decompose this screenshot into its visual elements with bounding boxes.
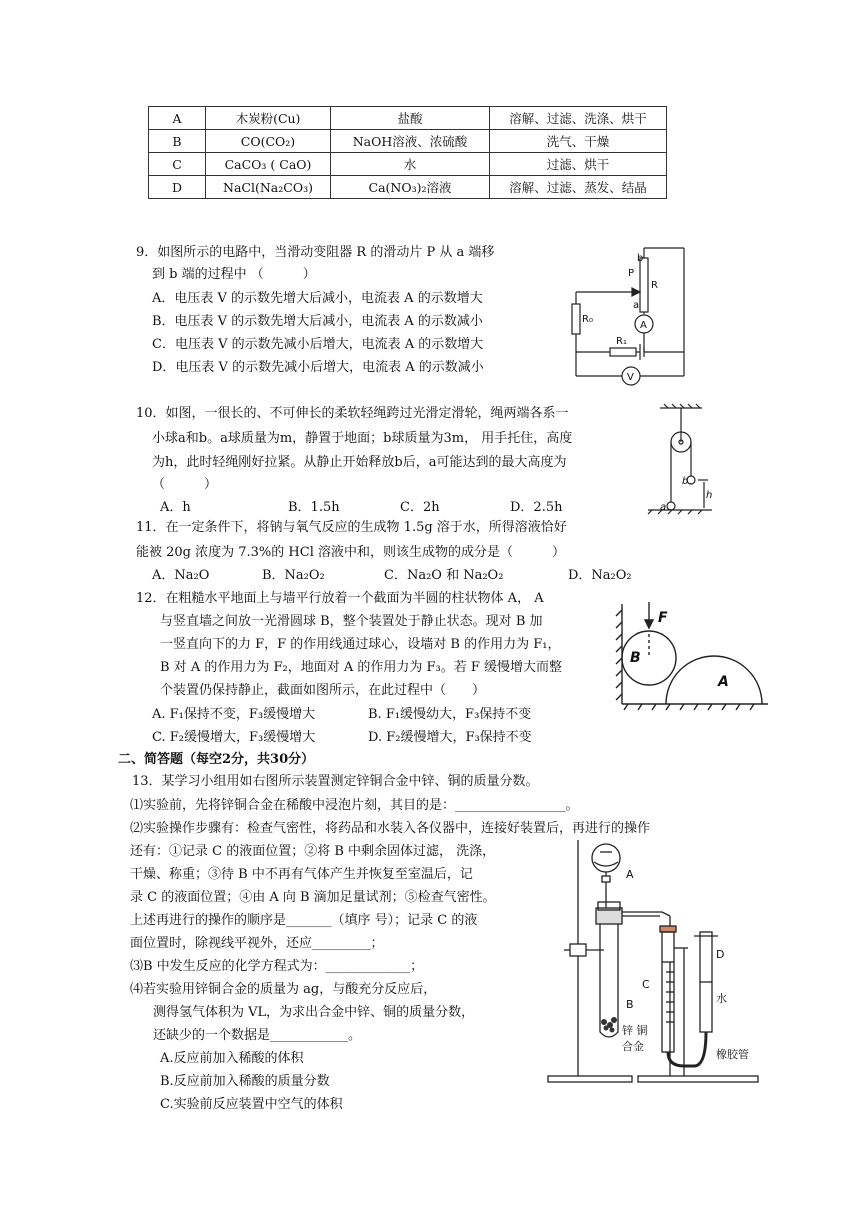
label-b: B	[630, 650, 641, 666]
label-r0: R₀	[582, 314, 593, 325]
pulley-diagram	[640, 402, 720, 516]
question-text: 到 b 端的过程中 （ ）	[152, 267, 316, 282]
label-b: b	[682, 476, 689, 487]
table-row	[149, 153, 667, 176]
label-a: A	[626, 868, 634, 881]
ammeter-icon: A	[640, 320, 647, 331]
option-d: D. F₂缓慢增大，F₃保持不变	[368, 730, 532, 745]
question-text: 一竖直向下的力 F，F 的作用线通过球心，设墙对 B 的作用力为 F₁，	[160, 637, 561, 652]
option-b: B．1.5h	[288, 500, 340, 515]
option-d: D．2.5h	[510, 500, 563, 515]
apparatus-diagram	[544, 832, 764, 1086]
label-r1: R₁	[616, 336, 627, 347]
question-text: 11．在一定条件下，将钠与氧气反应的生成物 1.5g 溶于水，所得溶液恰好	[136, 520, 567, 535]
table-cell: 水	[331, 153, 490, 176]
label-r: R	[651, 280, 658, 291]
question-text: 还有：①记录 C 的液面位置；②将 B 中剩余固体过滤， 洗涤，	[130, 844, 496, 859]
table-cell: 过滤、烘干	[490, 153, 667, 176]
label-alloy: 锌 铜	[622, 1024, 648, 1037]
question-text: 10．如图，一很长的、不可伸长的柔软轻绳跨过光滑定滑轮，绳两端各系一	[136, 406, 569, 421]
option-d: D．Na₂O₂	[568, 568, 632, 583]
question-text: 为h，此时轻绳刚好拉紧。从静止开始释放b后，a可能达到的最大高度为	[152, 455, 567, 470]
option-c: C.实验前反应装置中空气的体积	[160, 1097, 343, 1112]
table-cell: 溶解、过滤、洗涤、烘干	[490, 107, 667, 130]
label-b: b	[637, 253, 644, 264]
table-cell: A	[149, 107, 206, 130]
section-title: 二、简答题（每空2分，共30分）	[118, 752, 315, 767]
question-text: 干燥、称重；③待 B 中不再有气体产生并恢复至室温后，记	[130, 867, 473, 882]
option-b: B. F₁缓慢幼大，F₃保持不变	[368, 707, 532, 722]
options-table	[148, 106, 667, 199]
question-text: 12．在粗糙水平地面上与墙平行放着一个截面为半圆的柱状物体 A， A	[136, 591, 544, 606]
table-row	[149, 130, 667, 153]
question-text: 13．某学习小组用如右图所示装置测定锌铜合金中锌、铜的质量分数。	[132, 774, 539, 789]
table-cell: CaCO₃ ( CaO)	[206, 153, 331, 176]
table-cell: Ca(NO₃)₂溶液	[331, 176, 490, 199]
option-b: B．电压表 V 的示数先增大后减小，电流表 A 的示数减小	[152, 314, 483, 329]
circuit-diagram	[560, 246, 700, 386]
question-text: ⑴实验前，先将锌铜合金在稀酸中浸泡片刻，其目的是：_________________。	[130, 798, 579, 813]
option-c: C．电压表 V 的示数先减小后增大，电流表 A 的示数增大	[152, 337, 484, 352]
label-h: h	[706, 490, 713, 501]
label-p: P	[628, 268, 635, 279]
table-cell: B	[149, 130, 206, 153]
sphere-wall-diagram	[614, 600, 770, 712]
label-d: D	[716, 948, 725, 961]
option-a: A．Na₂O	[152, 568, 210, 583]
label-rubber-tube: 橡胶管	[716, 1048, 749, 1061]
table-cell: 盐酸	[331, 107, 490, 130]
question-text: 9．如图所示的电路中，当滑动变阻器 R 的滑动片 P 从 a 端移	[136, 245, 495, 260]
question-text: （ ）	[152, 477, 218, 492]
option-c: C. F₂缓慢增大，F₃缓慢增大	[152, 730, 316, 745]
table-cell: 洗气、干燥	[490, 130, 667, 153]
label-c: C	[642, 978, 650, 991]
label-a: a	[660, 502, 667, 513]
question-text: 测得氢气体积为 VL，为求出合金中锌、铜的质量分数，	[153, 1005, 475, 1020]
option-d: D．电压表 V 的示数先减小后增大，电流表 A 的示数减小	[152, 360, 484, 375]
table-cell: NaOH溶液、浓硫酸	[331, 130, 490, 153]
option-b: B．Na₂O₂	[262, 568, 325, 583]
table-cell: C	[149, 153, 206, 176]
question-text: 还缺少的一个数据是____________。	[153, 1028, 362, 1043]
table-row	[149, 176, 667, 199]
question-text: ⑶B 中发生反应的化学方程式为：_____________；	[130, 959, 424, 974]
table-cell: 溶解、过滤、蒸发、结晶	[490, 176, 667, 199]
option-a: A．h	[160, 500, 191, 515]
question-text: 能被 20g 浓度为 7.3%的 HCl 溶液中和，则该生成物的成分是（ ）	[136, 545, 565, 560]
question-text: 上述再进行的操作的顺序是_______（填序 号）；记录 C 的液	[130, 913, 478, 928]
question-text: 个装置仍保持静止，截面如图所示，在此过程中（ ）	[160, 683, 486, 698]
table-cell: D	[149, 176, 206, 199]
label-alloy-2: 合金	[622, 1040, 644, 1053]
table-cell: CO(CO₂)	[206, 130, 331, 153]
table-cell: NaCl(Na₂CO₃)	[206, 176, 331, 199]
question-text: 小球a和b。a球质量为m，静置于地面；b球质量为3m， 用手托住，高度	[152, 431, 573, 446]
voltmeter-icon: V	[627, 372, 634, 383]
option-c: C．2h	[400, 500, 440, 515]
question-text: 面位置时，除视线平视外，还应_________；	[130, 936, 384, 951]
option-c: C．Na₂O 和 Na₂O₂	[384, 568, 504, 583]
label-water: 水	[716, 992, 727, 1005]
label-a: a	[633, 300, 640, 311]
label-f: F	[658, 610, 668, 626]
question-text: ⑷若实验用锌铜合金的质量为 ag，与酸充分反应后，	[130, 982, 437, 997]
option-b: B.反应前加入稀酸的质量分数	[160, 1074, 330, 1089]
question-text: B 对 A 的作用力为 F₂，地面对 A 的作用力为 F₃。若 F 缓慢增大而整	[160, 660, 563, 675]
option-a: A. F₁保持不变，F₃缓慢增大	[152, 707, 316, 722]
question-text: 与竖直墙之间放一光滑圆球 B，整个装置处于静止状态。现对 B 加	[160, 614, 543, 629]
label-a: A	[718, 674, 729, 690]
label-b: B	[626, 998, 634, 1011]
question-text: ⑵实验操作步骤有：检查气密性，将药品和水装入各仪器中，连接好装置后，再进行的操作	[130, 821, 651, 836]
option-a: A．电压表 V 的示数先增大后减小，电流表 A 的示数增大	[152, 291, 483, 306]
option-a: A.反应前加入稀酸的体积	[160, 1051, 304, 1066]
table-cell: 木炭粉(Cu)	[206, 107, 331, 130]
table-row	[149, 107, 667, 130]
question-text: 录 C 的液面位置；④由 A 向 B 滴加足量试剂；⑤检查气密性。	[130, 890, 496, 905]
